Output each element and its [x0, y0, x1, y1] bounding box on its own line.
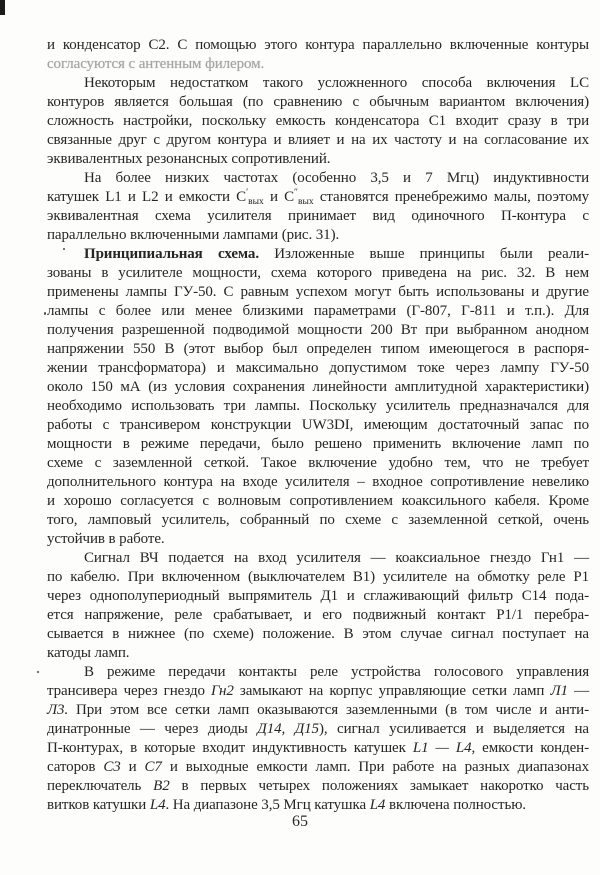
text-segment: переключатель [47, 778, 154, 794]
text-line [47, 701, 589, 720]
text-segment: ′ [246, 188, 249, 198]
text-segment: Изложенные выше принципы были реали- [258, 246, 589, 262]
text-line [47, 188, 589, 207]
text-segment: устойчив в работе. [47, 531, 165, 547]
text-segment: лампы с более или менее близкими параметрами (Г-807, Г-811 и т.п.). Для [47, 303, 589, 319]
text-line [47, 131, 589, 150]
text-segment: саторов [47, 759, 104, 775]
text-line [47, 568, 589, 587]
text-line [47, 359, 589, 378]
text-segment: становятся пренебрежимо малы, поэтому [313, 189, 589, 205]
text-segment: ется напряжение, реле срабатывает, и его подвижный контакт Р1/1 перебра- [47, 607, 589, 623]
text-segment: мощности в режиме передачи, было решено применить включение ламп по [47, 436, 589, 452]
text-segment: параллельно включенными лампами (рис. 31). [47, 227, 340, 243]
text-segment: эквивалентных резонансных сопротивлений. [47, 151, 331, 167]
text-segment: необходимо использовать три лампы. Поскольку усилитель предназначался для [47, 398, 589, 414]
text-line [47, 55, 589, 74]
text-line [47, 492, 589, 511]
text-segment: применены лампы ГУ-50. С равным успехом могут быть использованы и другие [47, 284, 589, 300]
text-segment: вых [248, 197, 264, 207]
text-line [47, 435, 589, 454]
text-segment: , емкости конден- [471, 740, 589, 756]
text-segment: На более низких частотах (особенно 3,5 и 7 Мгц) индуктивности [84, 170, 589, 186]
text-segment: дополнительного контура на входе усилителя – входное сопротивление невелико [47, 474, 589, 490]
text-segment: связанные друг с другом контура и влияет и на их частоту и на согласование их [47, 132, 589, 148]
text-line [47, 397, 589, 416]
text-segment: и конденсатор С2. С помощью этого контура параллельно включенные контуры [47, 37, 589, 53]
text-line [47, 93, 589, 112]
text-segment: в первых четырех положениях замыкает накоротко часть [169, 778, 589, 794]
text-line [47, 169, 589, 188]
text-segment: . На диапазоне 3,5 Мгц катушка [165, 797, 370, 813]
text-segment: замыкают на корпус управляющие сетки ламп [233, 683, 551, 699]
text-line [47, 340, 589, 359]
text-segment: трансивера через гнездо [47, 683, 212, 699]
text-line [47, 283, 589, 302]
text-segment: ), сигнал усиливается и выделяется на [318, 721, 589, 737]
text-segment: Сигнал ВЧ подается на вход усилителя — коаксиальное гнездо Гн1 — [84, 550, 589, 566]
text-segment: эквивалентная схема усилителя принимает вид одиночного П-контура с [47, 208, 589, 224]
text-segment: L4 [369, 797, 386, 813]
scan-artifact-margin-dot [44, 312, 46, 315]
text-segment: При этом все сетки ламп оказываются заземленными (в том числе и анти- [68, 702, 589, 718]
text-segment: Л1 [550, 683, 568, 699]
text-line [47, 74, 589, 93]
text-line [47, 644, 589, 663]
text-line [47, 454, 589, 473]
text-line [47, 720, 589, 739]
text-line [47, 36, 589, 55]
text-line [47, 530, 589, 549]
text-segment: согласуются с антенным филером. [47, 56, 265, 72]
text-segment: С7 [144, 759, 162, 775]
text-segment: витков катушки [47, 797, 150, 813]
text-segment: вых [298, 197, 314, 207]
text-line [47, 739, 589, 758]
text-line [47, 473, 589, 492]
text-line [47, 112, 589, 131]
text-segment: С3 [103, 759, 121, 775]
text-segment: сложность настройки, поскольку емкость конденсатора С1 входит сразу в три [47, 113, 589, 129]
text-line [47, 302, 589, 321]
text-line [47, 758, 589, 777]
page-number: 65 [292, 813, 308, 830]
text-segment: катушек L1 и L2 и емкости С [47, 189, 247, 205]
text-segment: и С [263, 189, 295, 205]
text-line [47, 606, 589, 625]
text-segment: сывается в нижнее (по схеме) положение. В этом случае сигнал поступает на [47, 626, 589, 642]
text-segment: включена полностью. [385, 797, 526, 813]
text-line [47, 682, 589, 701]
scan-artifact-corner-mark [0, 0, 5, 15]
text-segment: жении трансформатора) и максимально допустимом токе через лампу ГУ-50 [47, 360, 589, 376]
text-line [47, 321, 589, 340]
text-line [47, 549, 589, 568]
text-segment: и [120, 759, 145, 775]
text-segment: напряжении 550 В (этот выбор был определен типом имеющегося в распоря- [47, 341, 589, 357]
text-segment: через однополупериодный выпрямитель Д1 и сглаживающий фильтр С14 пода- [47, 588, 589, 604]
text-segment: работы с трансивером конструкции UW3DI, имеющим достаточный запас по [47, 417, 589, 433]
text-segment: L1 — L4 [412, 740, 472, 756]
text-segment: по кабелю. При включенном (выключателем В1) усилителе на обмотку реле Р1 [47, 569, 589, 585]
text-line [47, 587, 589, 606]
text-line [47, 777, 589, 796]
text-segment: — [567, 683, 590, 699]
text-segment: В2 [153, 778, 170, 794]
text-line [47, 511, 589, 530]
text-segment: П-контурах, в которые входит индуктивность катушек [47, 740, 413, 756]
text-segment: Некоторым недостатком такого усложненного способа включения LC [84, 75, 589, 91]
text-line [47, 264, 589, 283]
text-segment: и хорошо согласуется с волновым сопротивлением коаксильного кабеля. Кроме [47, 493, 589, 509]
text-segment: получения разрешенной подводимой мощности 200 Вт при выбранном анодном [47, 322, 589, 338]
text-segment: Гн2 [211, 683, 234, 699]
text-line [47, 663, 589, 682]
text-segment: Принципиальная схема. [84, 246, 259, 262]
text-segment: ″ [294, 188, 298, 198]
text-segment: около 150 мА (из условия сохранения линейности амплитудной характеристики) [47, 379, 589, 395]
text-line [47, 150, 589, 169]
text-segment: схеме с заземленной сеткой. Такое включение удобно тем, что не требует [47, 455, 589, 471]
scan-artifact-margin-dot [37, 671, 39, 673]
text-segment: зованы в усилителе мощности, схема которого приведена на рис. 32. В нем [47, 265, 589, 281]
text-line [47, 625, 589, 644]
text-segment: катоды ламп. [47, 645, 130, 661]
text-line [47, 207, 589, 226]
text-segment: В режиме передачи контакты реле устройства голосового управления [84, 664, 589, 680]
text-segment: динатронные — через диоды [47, 721, 258, 737]
text-segment: контуров является большая (по сравнению с обычным вариантом включения) [47, 94, 589, 110]
text-segment: того, ламповый усилитель, собранный по схеме с заземленной сеткой, очень [47, 512, 589, 528]
text-segment: Д14, Д15 [257, 721, 319, 737]
page-text [47, 36, 589, 815]
text-line [47, 378, 589, 397]
text-segment: Л3. [47, 702, 69, 718]
text-line [47, 245, 589, 264]
text-segment: и выходные емкости ламп. При работе на разных диапазонах [161, 759, 589, 775]
text-line [47, 416, 589, 435]
text-segment: L4 [149, 797, 166, 813]
text-line [47, 226, 589, 245]
